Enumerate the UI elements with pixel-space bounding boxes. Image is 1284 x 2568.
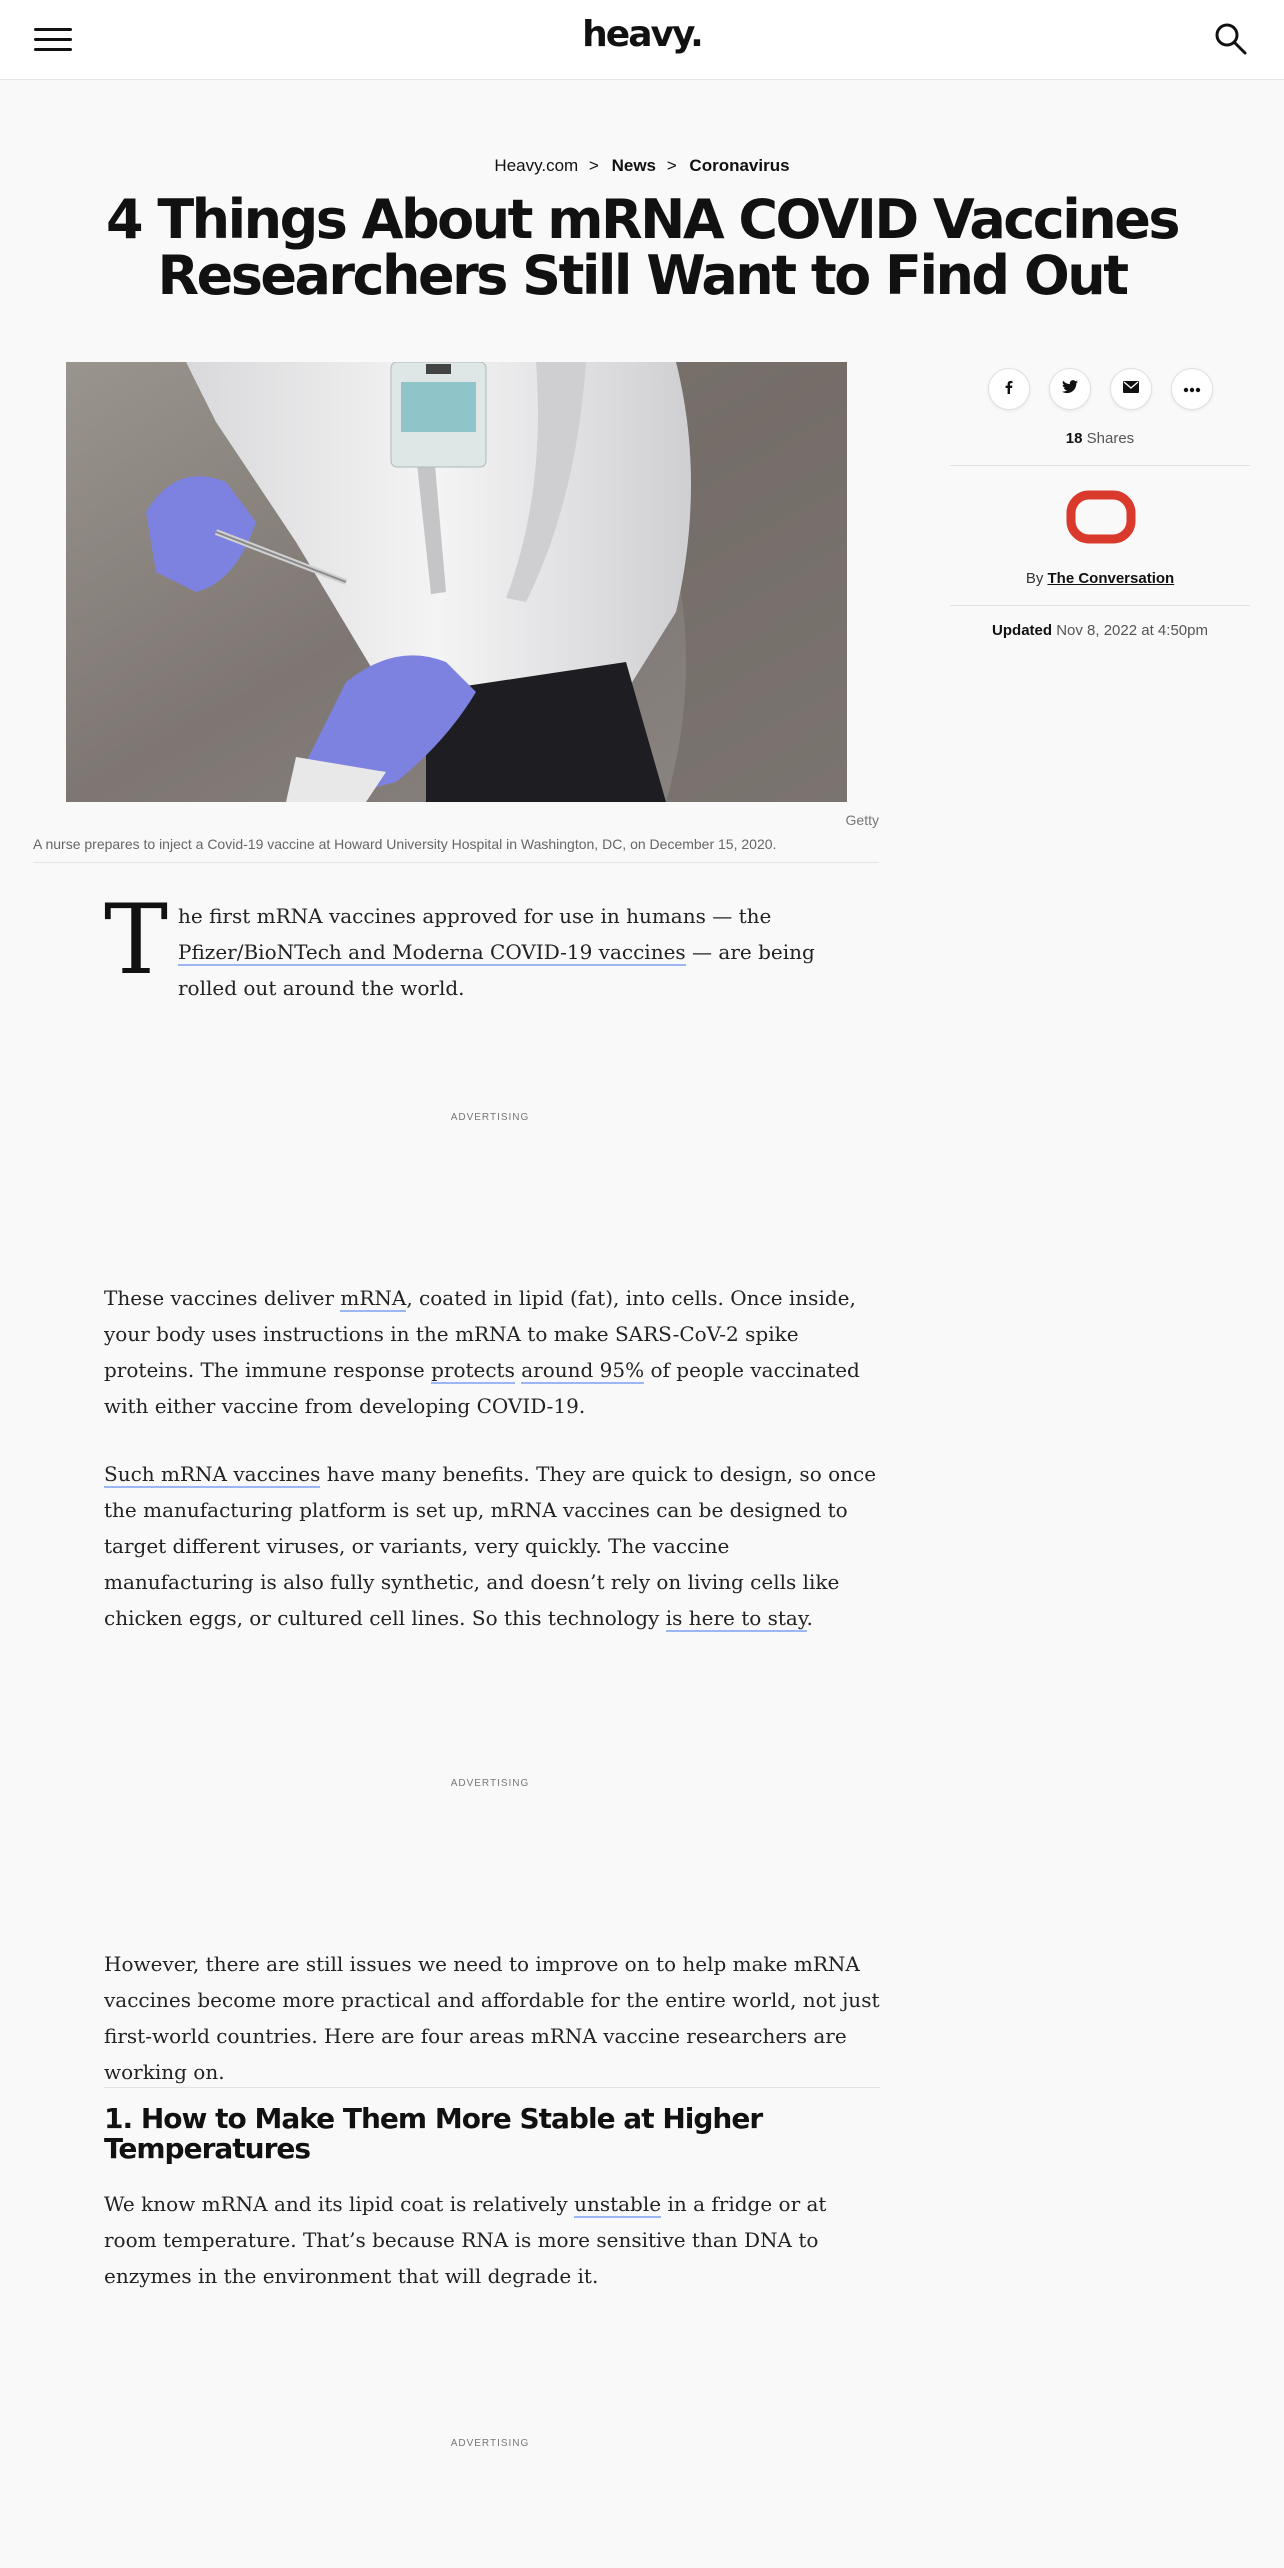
title-line-2: Researchers Still Want to Find Out: [157, 244, 1127, 307]
article-title: [80, 188, 1204, 307]
twitter-share-button[interactable]: [1049, 368, 1091, 410]
breadcrumb-home-link[interactable]: Heavy.com: [494, 156, 579, 175]
text: We know mRNA and its lipid coat is relatively: [104, 2192, 575, 2216]
share-count-label: Shares: [1082, 430, 1135, 447]
sidebar-divider: [950, 605, 1250, 606]
text: have many benefits. They are quick to design, so once the manufacturing platform is set up, mRNA vaccines can be designed to target different viruses, or variants, very quickly. The vaccine manufacturing is also fully synthetic, and doesn’t rely on living cells like chicken eggs, or cultured cell lines. So this technology: [104, 1462, 877, 1630]
author-logo-icon[interactable]: [1066, 490, 1136, 544]
breadcrumb-coronavirus-link[interactable]: Coronavirus: [689, 156, 790, 175]
breadcrumb-separator: >: [666, 156, 677, 175]
byline-label: By: [1025, 570, 1048, 587]
here-to-stay-link[interactable]: is here to stay: [665, 1606, 807, 1630]
facebook-share-button[interactable]: [988, 368, 1030, 410]
paragraph-5: [104, 2186, 880, 2294]
protects-link[interactable]: protects: [431, 1358, 515, 1382]
such-mrna-vaccines-link[interactable]: Such mRNA vaccines: [104, 1462, 321, 1486]
section-heading: 1. How to Make Them More Stable at Higher Temperatures: [104, 2102, 763, 2165]
share-count-number: 18: [1065, 430, 1083, 447]
text: These vaccines deliver: [104, 1286, 341, 1310]
image-caption: A nurse prepares to inject a Covid-19 vaccine at Howard University Hospital in Washington, DC, on December 15, 2020.: [33, 836, 879, 863]
site-header: [0, 0, 1284, 80]
author-link[interactable]: The Conversation: [1047, 570, 1175, 587]
breadcrumb-news-link[interactable]: News: [611, 156, 657, 175]
paragraph-2: [104, 1280, 880, 1424]
text: in a fridge or at room temperature. That’s because RNA is more sensitive than DNA to enzymes in the environment that will degrade it.: [104, 2192, 827, 2288]
breadcrumb-separator: >: [588, 156, 599, 175]
twitter-icon: [1062, 380, 1078, 399]
text: of people vaccinated with either vaccine from developing COVID-19.: [104, 1358, 860, 1418]
section-divider: [104, 2087, 880, 2088]
site-logo[interactable]: heavy.: [582, 14, 702, 55]
breadcrumb: [0, 156, 1284, 176]
byline: [950, 570, 1250, 587]
email-share-button[interactable]: [1110, 368, 1152, 410]
text: — are being rolled out around the world.: [178, 940, 815, 1000]
advertising-label: ADVERTISING: [450, 1778, 530, 1789]
paragraph-4: However, there are still issues we need to improve on to help make mRNA vaccines become more practical and affordable for the entire world, not just first-world countries. Here are four areas mRNA vaccine researchers are working on.: [104, 1952, 880, 2084]
around-95-link[interactable]: around 95%: [521, 1358, 645, 1382]
hero-image: [66, 362, 847, 802]
updated-label: Updated: [992, 622, 1053, 639]
paragraph-1: [178, 898, 878, 1006]
more-share-button[interactable]: [1171, 368, 1213, 410]
facebook-icon: [1002, 380, 1016, 399]
advertising-label: ADVERTISING: [450, 2438, 530, 2449]
paragraph-3: [104, 1456, 880, 1636]
updated-timestamp: [950, 622, 1250, 639]
drop-cap: T: [104, 884, 169, 996]
text: .: [806, 1606, 813, 1630]
more-icon: [1183, 380, 1201, 398]
sidebar-divider: [950, 465, 1250, 466]
email-icon: [1123, 380, 1139, 398]
unstable-link[interactable]: unstable: [574, 2192, 662, 2216]
share-count: [950, 430, 1250, 447]
share-buttons: [988, 368, 1214, 410]
text: he first mRNA vaccines approved for use in humans — the: [178, 904, 772, 928]
title-line-1: 4 Things About mRNA COVID Vaccines: [105, 188, 1179, 251]
search-icon[interactable]: [1212, 20, 1250, 58]
advertising-label: ADVERTISING: [450, 1112, 530, 1123]
pfizer-moderna-link[interactable]: Pfizer/BioNTech and Moderna COVID-19 vaccines: [178, 940, 686, 964]
text: , coated in lipid (fat), into cells. Once inside, your body uses instructions in the mRNA to make SARS-CoV-2 spike proteins. The immune response: [104, 1286, 856, 1382]
mrna-link[interactable]: mRNA: [340, 1286, 407, 1310]
updated-date: Nov 8, 2022 at 4:50pm: [1052, 622, 1208, 639]
image-credit: Getty: [845, 812, 879, 828]
